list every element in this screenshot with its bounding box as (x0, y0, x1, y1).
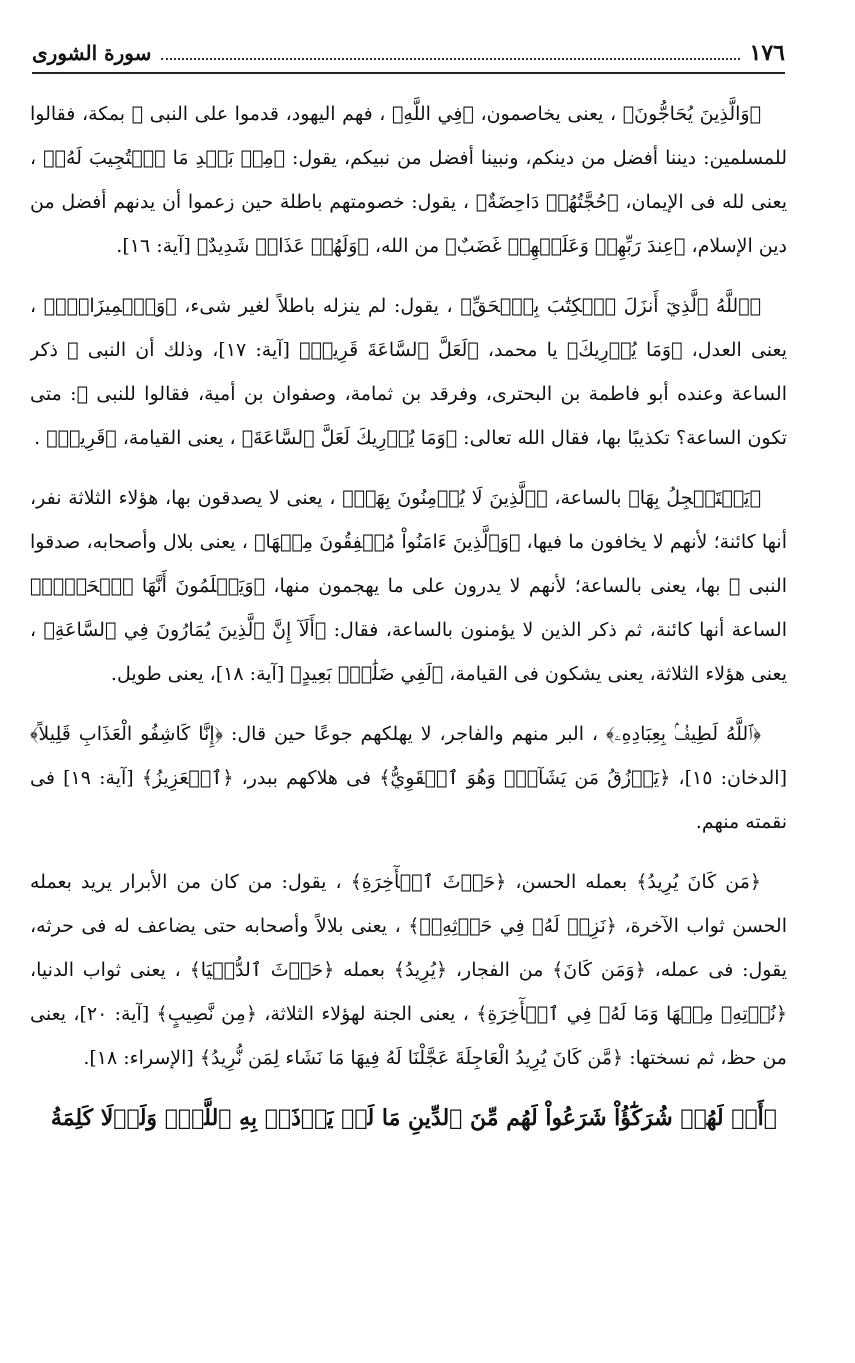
paragraph-verse-18: ﴿يَسۡتَعۡجِلُ بِهَا﴾ بالساعة، ﴿ٱلَّذِينَ لَا يُؤۡمِنُونَ بِهَاۖ﴾ ، يعنى لا يصدقون بها، هؤلاء الثلاثة نفر، أنها كائنة؛ لأنهم لا يخافون ما فيها، ﴿وَٱلَّذِينَ ءَامَنُواْ مُشۡفِقُونَ مِنۡهَا﴾ ، يعنى بلال وأصحابه، صدقوا النبى ﷺ بها، يعنى بالساعة؛ لأنهم لا يدرون على ما يهجمون منها، ﴿وَيَعۡلَمُونَ أَنَّهَا ٱلۡحَقُّۗ﴾ الساعة أنها كائنة، ثم ذكر الذين لا يؤمنون بالساعة، فقال: ﴿أَلَآ إِنَّ ٱلَّذِينَ يُمَارُونَ فِي ٱلسَّاعَةِ﴾ ، يعنى هؤلاء الثلاثة، يعنى يشكون فى القيامة، ﴿لَفِي ضَلَٰلِۭ بَعِيدٍ﴾ [آية: ١٨]، يعنى طويل. (30, 487, 787, 685)
paragraph-verse-21-start: ﴿أَمۡ لَهُمۡ شُرَكَٰٓؤُاْ شَرَعُواْ لَهُم مِّنَ ٱلدِّينِ مَا لَمۡ يَأۡذَنۢ بِهِ ٱللَّهُۚ وَلَوۡلَا كَلِمَةُ (50, 1105, 777, 1131)
page-header (32, 34, 785, 74)
page-number: ١٧٦ (749, 40, 785, 66)
paragraph-verse-16: ﴿وَالَّذِينَ يُحَاجُّونَ﴾ ، يعنى يخاصمون، ﴿فِي اللَّهِ﴾ ، فهم اليهود، قدموا على النبى ﷺ بمكة، فقالوا للمسلمين: ديننا أفضل من دينكم، ونبينا أفضل من نبيكم، يقول: ﴿مِنۢ بَعۡدِ مَا ٱسۡتُجِيبَ لَهُۥ﴾ ، يعنى لله فى الإيمان، ﴿حُجَّتُهُمۡ دَاحِضَةٌ﴾ ، يقول: خصومتهم باطلة حين زعموا أن يدنهم أفضل من دين الإسلام، ﴿عِندَ رَبِّهِمۡ وَعَلَيۡهِمۡ غَضَبٌ﴾ من الله، ﴿وَلَهُمۡ عَذَابٞ شَدِيدٌ﴾ [آية: ١٦]. (30, 103, 787, 257)
page-content (30, 92, 787, 1343)
paragraph-verse-17: ﴿ٱللَّهُ ٱلَّذِيٓ أَنزَلَ ٱلۡكِتَٰبَ بِٱلۡحَقِّ﴾ ، يقول: لم ينزله باطلاً لغير شىء، ﴿وَٱلۡمِيزَانَۗ﴾ ، يعنى العدل، ﴿وَمَا يُدۡرِيكَ﴾ يا محمد، ﴿لَعَلَّ ٱلسَّاعَةَ قَرِيبٞ﴾ [آية: ١٧]، وذلك أن النبى ﷺ ذكر الساعة وعنده أبو فاطمة بن البحترى، وفرقد بن ثمامة، وصفوان بن أمية، فقالوا للنبى ﷺ: متى تكون الساعة؟ تكذيبًا بها، فقال الله تعالى: ﴿وَمَا يُدۡرِيكَ لَعَلَّ ٱلسَّاعَةَ﴾ ، يعنى القيامة، ﴿قَرِيبٞ﴾ . (30, 295, 787, 449)
surah-title: سورة الشورى (32, 41, 152, 65)
header-dotted-leader (161, 46, 739, 60)
paragraph-verse-20: ﴿مَن كَانَ يُرِيدُ﴾ بعمله الحسن، ﴿حَرۡثَ ٱلۡأٓخِرَةِ﴾ ، يقول: من كان من الأبرار يريد بعمله الحسن ثواب الآخرة، ﴿نَزِدۡ لَهُۥ فِي حَرۡثِهِۦۖ﴾ ، يعنى بلالاً وأصحابه حتى يضاعف له فى حرثه، يقول: فى عمله، ﴿وَمَن كَانَ﴾ من الفجار، ﴿يُرِيدُ﴾ بعمله ﴿حَرۡثَ ٱلدُّنۡيَا﴾ ، يعنى ثواب الدنيا، ﴿نُؤۡتِهِۦ مِنۡهَا وَمَا لَهُۥ فِي ٱلۡأٓخِرَةِ﴾ ، يعنى الجنة لهؤلاء الثلاثة، ﴿مِن نَّصِيبٍ﴾ [آية: ٢٠]، يعنى من حظ، ثم نسختها: ﴿مَّن كَانَ يُرِيدُ الْعَاجِلَةَ عَجَّلْنَا لَهُ فِيهَا مَا نَشَاء لِمَن نُّرِيدُ﴾ [الإسراء: ١٨]. (30, 871, 787, 1069)
paragraph-verse-19: ﴿ٱللَّهُ لَطِيفُۢ بِعِبَادِهِۦ﴾ ، البر منهم والفاجر، لا يهلكهم جوعًا حين قال: ﴿إِنَّا كَاشِفُو الْعَذَابِ قَلِيلاً﴾ [الدخان: ١٥]، ﴿يَرۡزُقُ مَن يَشَآءُۖ وَهُوَ ٱلۡقَوِيُّ﴾ فى هلاكهم ببدر، ﴿ٱلۡعَزِيزُ﴾ [آية: ١٩] فى نقمته منهم. (30, 723, 787, 833)
